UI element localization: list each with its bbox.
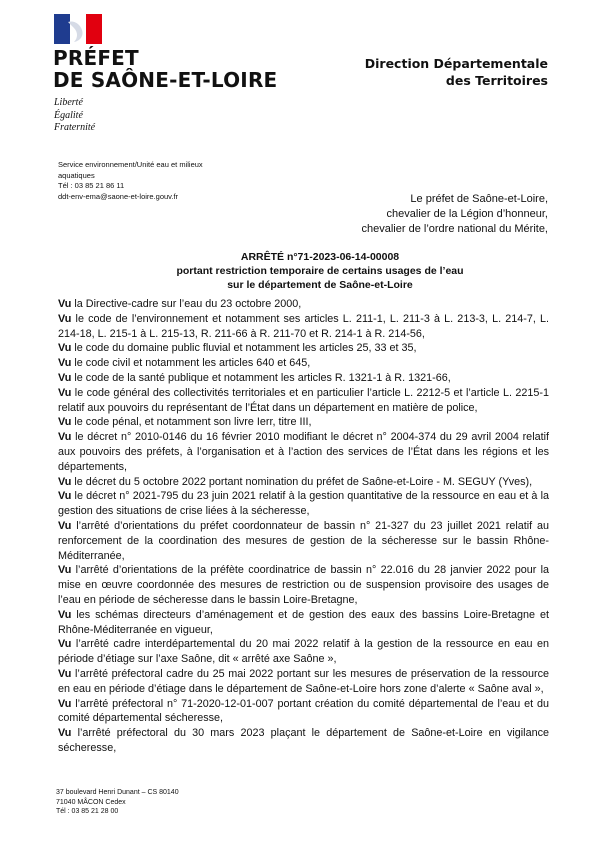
visa-item bbox=[58, 430, 549, 474]
visa-text: l’arrêté d’orientations de la préfète coordinatrice de bassin n° 22.016 du 28 janvier 2022 pour la mise en œuvre coordonnée des mesures de restriction ou de suspension provisoire des usages de l’eau en période de sécheresse dans le bassin Loire-Bretagne, bbox=[58, 564, 549, 606]
visa-keyword: Vu bbox=[58, 357, 72, 370]
prefet-title-line-1: Le préfet de Saône-et-Loire, bbox=[410, 193, 548, 205]
visa-keyword: Vu bbox=[58, 727, 72, 740]
prefet-title-line-3: chevalier de l’ordre national du Mérite, bbox=[361, 223, 548, 235]
visa-keyword: Vu bbox=[58, 564, 72, 577]
service-email: ddt-env-ema@saone-et-loire.gouv.fr bbox=[58, 191, 179, 201]
footer-phone: Tél : 03 85 21 28 00 bbox=[56, 808, 119, 815]
logo-line-1: PRÉFET bbox=[53, 46, 139, 70]
visa-item bbox=[58, 489, 549, 519]
visa-keyword: Vu bbox=[58, 431, 72, 444]
visa-text: le décret du 5 octobre 2022 portant nomination du préfet de Saône-et-Loire - M. SEGUY (Yves), bbox=[71, 475, 533, 488]
republic-motto bbox=[54, 97, 95, 135]
visa-keyword: Vu bbox=[58, 667, 72, 680]
service-name-cont: aquatiques bbox=[58, 170, 95, 180]
visa-text: l’arrêté préfectoral du 30 mars 2023 plaçant le département de Saône-et-Loire en vigilance sécheresse, bbox=[58, 727, 549, 754]
visa-item bbox=[58, 341, 549, 356]
prefet-signatory-title bbox=[248, 192, 548, 237]
prefet-title-line-2: chevalier de la Légion d’honneur, bbox=[386, 208, 548, 220]
arrete-subject: portant restriction temporaire de certains usages de l’eau bbox=[176, 265, 464, 277]
motto-liberte: Liberté bbox=[54, 97, 83, 108]
service-phone: Tél : 03 85 21 86 11 bbox=[58, 181, 125, 190]
logo-line-2: DE SAÔNE-ET-LOIRE bbox=[53, 68, 278, 92]
visa-keyword: Vu bbox=[58, 519, 72, 532]
visa-item bbox=[58, 637, 549, 667]
visa-keyword: Vu bbox=[58, 697, 72, 710]
visa-item bbox=[58, 297, 549, 312]
visa-item bbox=[58, 475, 549, 490]
visa-text: le code de la santé publique et notamment les articles R. 1321-1 à R. 1321-66, bbox=[71, 371, 451, 384]
arrete-title bbox=[110, 250, 530, 292]
motto-fraternite: Fraternité bbox=[54, 122, 96, 133]
visa-keyword: Vu bbox=[58, 371, 72, 384]
visa-item bbox=[58, 415, 549, 430]
visa-item bbox=[58, 563, 549, 607]
visa-text: le décret n° 2010-0146 du 16 février 2010 modifiant le décret n° 2004-374 du 29 avril 2004 relatif aux pouvoirs des préfets, à l’organisation et à l’action des services de l’État dans les régions et les départements, bbox=[58, 431, 549, 473]
visa-text: le code du domaine public fluvial et notamment les articles 25, 33 et 35, bbox=[71, 342, 417, 355]
arrete-scope: sur le département de Saône-et-Loire bbox=[227, 279, 413, 291]
visa-keyword: Vu bbox=[58, 490, 72, 503]
direction-line-2: des Territoires bbox=[445, 73, 548, 88]
footer-street: 37 boulevard Henri Dunant – CS 80140 bbox=[56, 789, 179, 796]
visa-keyword: Vu bbox=[58, 638, 72, 651]
visa-item bbox=[58, 726, 549, 756]
visa-keyword: Vu bbox=[58, 298, 72, 310]
service-contact-block bbox=[58, 160, 228, 202]
motto-egalite: Égalité bbox=[54, 109, 83, 121]
footer-city: 71040 MÂCON Cedex bbox=[56, 798, 126, 806]
visa-item bbox=[58, 697, 549, 727]
arrete-number: ARRÊTÉ n°71-2023-06-14-00008 bbox=[240, 251, 400, 263]
visa-keyword: Vu bbox=[58, 312, 72, 325]
visa-item bbox=[58, 371, 549, 386]
visa-text: le code pénal, et notamment son livre Ierr, titre III, bbox=[71, 416, 312, 429]
prefet-logo-title bbox=[53, 47, 277, 91]
visa-text: le code général des collectivités territoriales et en particulier l’article L. 2212-5 et l’article L. 2215-1 relatif aux pouvoirs du représentant de l’État dans un département en matière de police, bbox=[58, 386, 549, 414]
direction-heading bbox=[365, 55, 548, 89]
visa-item bbox=[58, 519, 549, 563]
visa-text: les schémas directeurs d’aménagement et de gestion des eaux des bassins Loire-Bretagne et Rhône-Méditerranée en vigueur, bbox=[58, 608, 549, 636]
visa-item bbox=[58, 608, 549, 638]
visa-keyword: Vu bbox=[58, 416, 72, 429]
visa-keyword: Vu bbox=[58, 475, 72, 488]
visa-text: l’arrêté préfectoral n° 71-2020-12-01-007 portant création du comité départemental de l’eau et du comité départemental sécheresse, bbox=[58, 697, 549, 725]
visa-text: l’arrêté cadre interdépartemental du 20 mai 2022 relatif à la gestion de la ressource en eau en période d’étiage sur l’axe Saône, dit « arrêté axe Saône », bbox=[58, 638, 549, 666]
visa-keyword: Vu bbox=[58, 386, 72, 399]
visas-list bbox=[58, 297, 549, 756]
visa-item bbox=[58, 667, 549, 697]
visa-item bbox=[58, 312, 549, 342]
footer-address bbox=[56, 788, 179, 817]
direction-line-1: Direction Départementale bbox=[364, 56, 548, 71]
visa-text: le décret n° 2021-795 du 23 juin 2021 relatif à la gestion quantitative de la ressource en eau et à la gestion des situations de crise liées à la sécheresse, bbox=[58, 490, 549, 518]
visa-text: le code civil et notamment les articles 640 et 645, bbox=[71, 357, 311, 370]
marianne-flag-logo bbox=[54, 14, 102, 44]
visa-item bbox=[58, 386, 549, 416]
visa-text: le code de l’environnement et notamment ses articles L. 211-1, L. 211-3 à L. 213-3, L. 214-7, L. 214-18, L. 215-1 à L. 215-13, R. 211-66 à R. 211-70 et R. 214-1 à R. 214-56, bbox=[58, 312, 549, 340]
service-name: Service environnement/Unité eau et milieux bbox=[58, 160, 203, 169]
visa-keyword: Vu bbox=[58, 608, 72, 621]
visa-keyword: Vu bbox=[58, 342, 72, 355]
visa-item bbox=[58, 356, 549, 371]
visa-text: l’arrêté préfectoral cadre du 25 mai 2022 portant sur les mesures de préservation de la ressource en eau en période d’étiage dans le département de Saône-et-Loire hors zone d’alerte « Saône aval », bbox=[58, 667, 549, 695]
visa-text: la Directive-cadre sur l’eau du 23 octobre 2000, bbox=[71, 298, 302, 310]
visa-text: l’arrêté d’orientations du préfet coordonnateur de bassin n° 21-327 du 23 juillet 2021 relatif au renforcement de la coordination des mesures de gestion de la sécheresse sur le bassin Rhône-Méditerranée, bbox=[58, 519, 549, 562]
